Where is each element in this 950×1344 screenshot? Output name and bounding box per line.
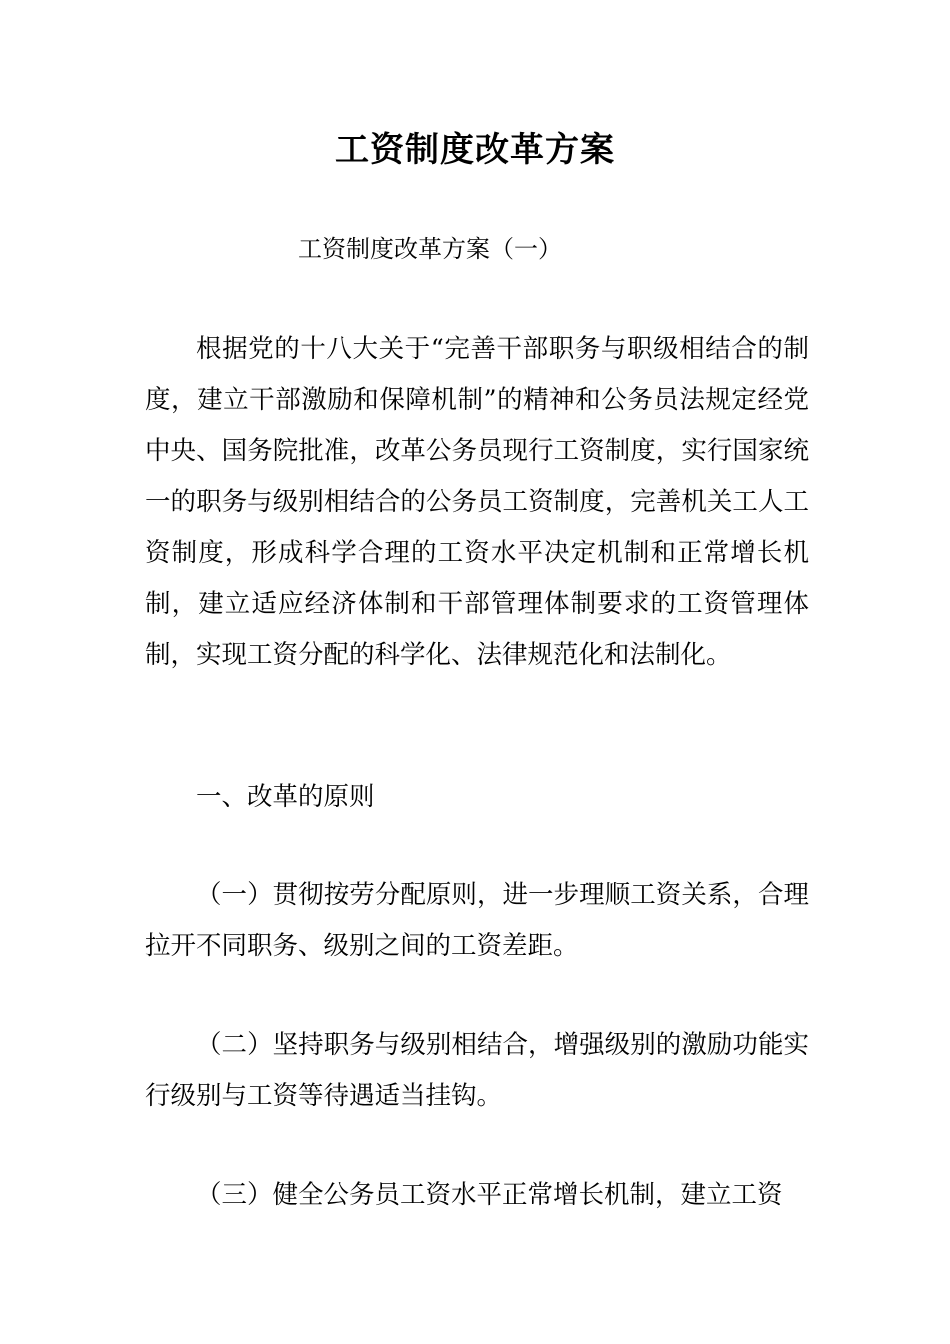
document-title: 工资制度改革方案 bbox=[335, 130, 615, 170]
document-subtitle: 工资制度改革方案（一） bbox=[298, 235, 562, 263]
principle-paragraph-1: （一）贯彻按劳分配原则，进一步理顺工资关系，合理拉开不同职务、级别之间的工资差距。 bbox=[145, 880, 809, 961]
section-heading: 一、改革的原则 bbox=[196, 782, 375, 812]
principle-paragraph-3: （三）健全公务员工资水平正常增长机制，建立工资 bbox=[196, 1180, 783, 1210]
principle-paragraph-2: （二）坚持职务与级别相结合，增强级别的激励功能实行级别与工资等待遇适当挂钩。 bbox=[145, 1030, 809, 1111]
intro-paragraph: 根据党的十八大关于“完善干部职务与职级相结合的制度，建立干部激励和保障机制”的精神和公务员法规定经党中央、国务院批准，改革公务员现行工资制度，实行国家统一的职务与级别相结合的公务员工资制度，完善机关工人工资制度，形成科学合理的工资水平决定机制和正常增长机制，建立适应经济体制和干部管理体制要求的工资管理体制，实现工资分配的科学化、法律规范化和法制化。 bbox=[145, 334, 809, 670]
